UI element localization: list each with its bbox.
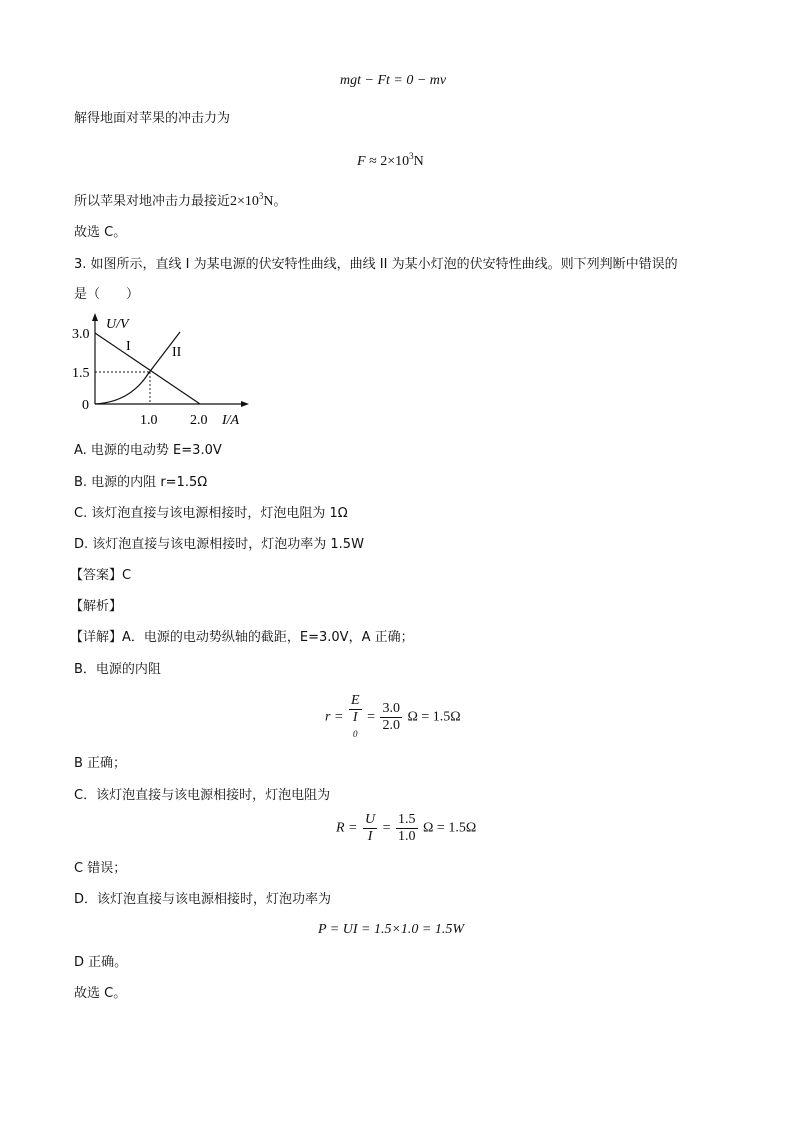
- equation-momentum: mgt − Ft = 0 − mv: [340, 73, 447, 88]
- option-c: C. 该灯泡直接与该电源相接时，灯泡电阻为 1Ω: [74, 506, 348, 521]
- eq-R-frac1: [363, 812, 377, 845]
- x-tick-1: 1.0: [140, 413, 158, 428]
- eq-R-equals: =: [382, 820, 391, 836]
- answer-line: [70, 568, 131, 584]
- d-result: D 正确。: [74, 955, 128, 970]
- question-stem-line1: 3. 如图所示，直线 I 为某电源的伏安特性曲线，曲线 II 为某小灯泡的伏安特性曲线。则下列判断中错误的: [74, 257, 678, 272]
- option-d: D. 该灯泡直接与该电源相接时，灯泡功率为 1.5W: [74, 537, 364, 552]
- x-axis-label: I/A: [222, 413, 240, 428]
- y-axis-arrow: [92, 313, 98, 321]
- answer-tag: 【答案】: [70, 568, 123, 583]
- eq-R-frac2: [396, 812, 418, 845]
- equation-bulb-resistance: [336, 812, 476, 845]
- eq-r-num1: E: [349, 693, 362, 710]
- conclusion-post: 。: [273, 194, 287, 209]
- origin-label: 0: [82, 398, 89, 413]
- text-conclusion-force: [74, 187, 287, 211]
- x-axis-arrow: [241, 401, 249, 407]
- b-intro: B．电源的内阻: [74, 662, 161, 677]
- c-result: C 错误；: [74, 861, 127, 876]
- eq-r-den2: 2.0: [382, 718, 400, 733]
- eq-r-equals: =: [367, 709, 375, 725]
- y-tick-3: 3.0: [72, 327, 90, 342]
- conclusion-val: 2×10: [230, 194, 259, 209]
- eq-r-tail: Ω = 1.5Ω: [407, 709, 461, 725]
- eq-R-lhs: R =: [336, 820, 358, 836]
- eq-r-den1-sub: 0: [352, 729, 358, 739]
- equation-force: [357, 147, 424, 171]
- eq-R-num1: U: [365, 812, 376, 827]
- equation-internal-resistance: [325, 693, 461, 742]
- iu-graph: [70, 310, 260, 432]
- eq-force-value: ≈ 2×10: [369, 154, 410, 169]
- eq-r-frac1: [349, 693, 362, 742]
- text-solve-force: 解得地面对苹果的冲击力为: [74, 111, 231, 126]
- curve-ii: [95, 332, 180, 404]
- eq-r-num2: 3.0: [382, 701, 400, 716]
- eq-r-lhs: r =: [325, 709, 344, 725]
- text-choose-c-2: 故选 C。: [74, 986, 127, 1001]
- eq-R-num2: 1.5: [398, 812, 416, 827]
- detail-a: 【详解】A．电源的电动势纵轴的截距，E=3.0V，A 正确；: [70, 630, 414, 645]
- conclusion-unit: N: [263, 194, 274, 209]
- question-stem-line2: 是（ ）: [74, 287, 140, 302]
- eq-force-lhs: F: [357, 154, 366, 169]
- x-tick-2: 2.0: [190, 413, 208, 428]
- option-b: B. 电源的内阻 r=1.5Ω: [74, 475, 208, 490]
- text-choose-c-1: 故选 C。: [74, 225, 127, 240]
- conclusion-pre: 所以苹果对地冲击力最接近: [74, 194, 231, 209]
- conclusion-exp: 3: [258, 191, 264, 201]
- line-i: [95, 333, 200, 404]
- eq-R-den1: I: [367, 829, 373, 844]
- line-ii-label: II: [172, 345, 182, 360]
- analysis-tag: 【解析】: [70, 599, 123, 614]
- y-tick-1-5: 1.5: [72, 366, 90, 381]
- line-i-label: I: [126, 339, 131, 354]
- d-intro: D．该灯泡直接与该电源相接时，灯泡功率为: [74, 892, 332, 907]
- eq-r-den1-main: I: [352, 710, 358, 725]
- eq-force-unit: N: [413, 154, 424, 169]
- conclusion-value: [230, 191, 274, 209]
- eq-force-exp: 3: [409, 151, 414, 161]
- eq-R-den2: 1.0: [398, 829, 416, 844]
- eq-R-tail: Ω = 1.5Ω: [423, 820, 477, 836]
- eq-r-den1: [349, 710, 362, 742]
- option-a: A. 电源的电动势 E=3.0V: [74, 443, 222, 458]
- b-result: B 正确；: [74, 756, 127, 771]
- c-intro: C．该灯泡直接与该电源相接时，灯泡电阻为: [74, 788, 331, 803]
- answer-value: C: [122, 568, 132, 583]
- equation-power: P = UI = 1.5×1.0 = 1.5W: [318, 922, 465, 937]
- eq-r-frac2: [380, 701, 402, 734]
- y-axis-label: U/V: [106, 317, 129, 332]
